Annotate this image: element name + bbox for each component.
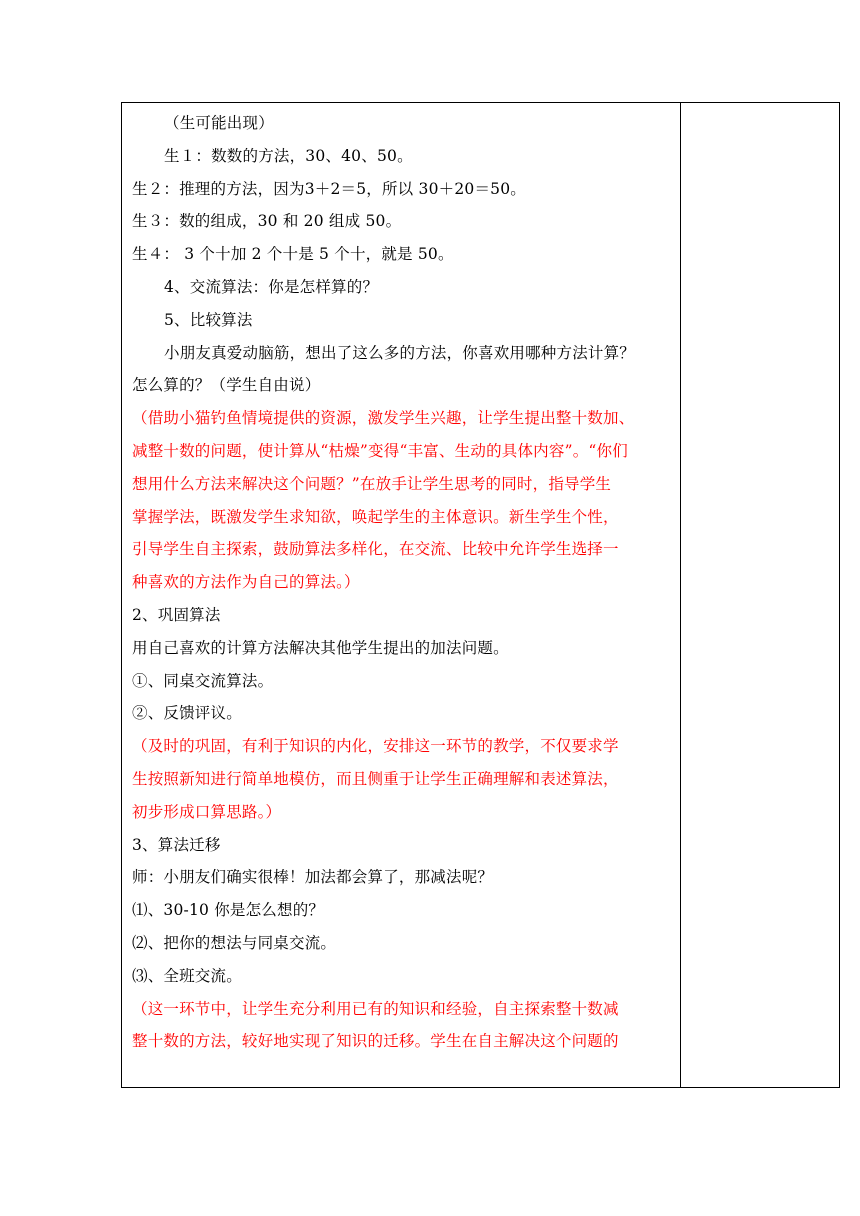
lesson-text-line: ⑶、全班交流。 (132, 966, 242, 985)
teaching-note-line: （借助小猫钓鱼情境提供的资源，激发学生兴趣，让学生提出整十数加、 (132, 409, 635, 428)
lesson-text-line: 用自己喜欢的计算方法解决其他学生提出的加法问题。 (132, 638, 509, 657)
teaching-note-line: 减整十数的问题，使计算从“枯燥”变得“丰富、生动的具体内容”。“你们 (132, 442, 628, 460)
teaching-note-line: 生按照新知进行简单地模仿，而且侧重于让学生正确理解和表述算法， (132, 770, 619, 788)
lesson-text-line: ⑵、把你的想法与同桌交流。 (132, 934, 337, 952)
teaching-note-line: 整十数的方法，较好地实现了知识的迁移。学生在自主解决这个问题的 (132, 1032, 619, 1051)
lesson-text-line: 小朋友真爱动脑筋，想出了这么多的方法，你喜欢用哪种方法计算？ (164, 343, 636, 362)
lesson-text-line: ⑴、30-10 你是怎么想的？ (132, 901, 325, 920)
lesson-text-line: 师：小朋友们确实很棒！加法都会算了，那减法呢？ (132, 868, 494, 887)
teaching-note-line: 种喜欢的方法作为自己的算法。） (132, 573, 360, 592)
lesson-text-line: 生１：数数的方法，30、40、50。 (164, 146, 413, 165)
lesson-text-line: 3、算法迁移 (132, 835, 221, 854)
lesson-content-cell (122, 103, 680, 1087)
teaching-note-line: 想用什么方法来解决这个问题？”在放手让学生思考的同时，指导学生 (132, 474, 612, 493)
teaching-note-line: 掌握学法，既激发学生求知欲，唤起学生的主体意识。新生学生个性， (132, 507, 619, 526)
lesson-text-line: 生３：数的组成，30 和 20 组成 50。 (132, 212, 402, 231)
lesson-text-line: 生２：推理的方法，因为3＋2＝5，所以 30＋20＝50。 (132, 179, 526, 198)
notes-cell (681, 103, 839, 1087)
lesson-text-line: （生可能出现） (164, 114, 274, 132)
teaching-note-line: 初步形成口算思路。） (132, 802, 282, 821)
teaching-note-line: 引导学生自主探索，鼓励算法多样化，在交流、比较中允许学生选择一 (132, 540, 619, 559)
lesson-text-line: 怎么算的？（学生自由说） (132, 376, 321, 395)
teaching-note-line: （及时的巩固，有利于知识的内化，安排这一环节的教学，不仅要求学 (132, 737, 619, 756)
teaching-note-line: （这一环节中，让学生充分利用已有的知识和经验，自主探索整十数减 (132, 999, 619, 1018)
lesson-text-line: 生４： 3 个十加 2 个十是 5 个十，就是 50。 (132, 245, 454, 264)
lesson-table (121, 102, 840, 1088)
lesson-text-line: 2、巩固算法 (132, 606, 221, 624)
lesson-text-line: ①、同桌交流算法。 (132, 671, 274, 690)
lesson-text-line: 4、交流算法：你是怎样算的？ (164, 278, 379, 296)
lesson-text-line: 5、比较算法 (164, 310, 253, 329)
lesson-text-line: ②、反馈评议。 (132, 704, 242, 723)
